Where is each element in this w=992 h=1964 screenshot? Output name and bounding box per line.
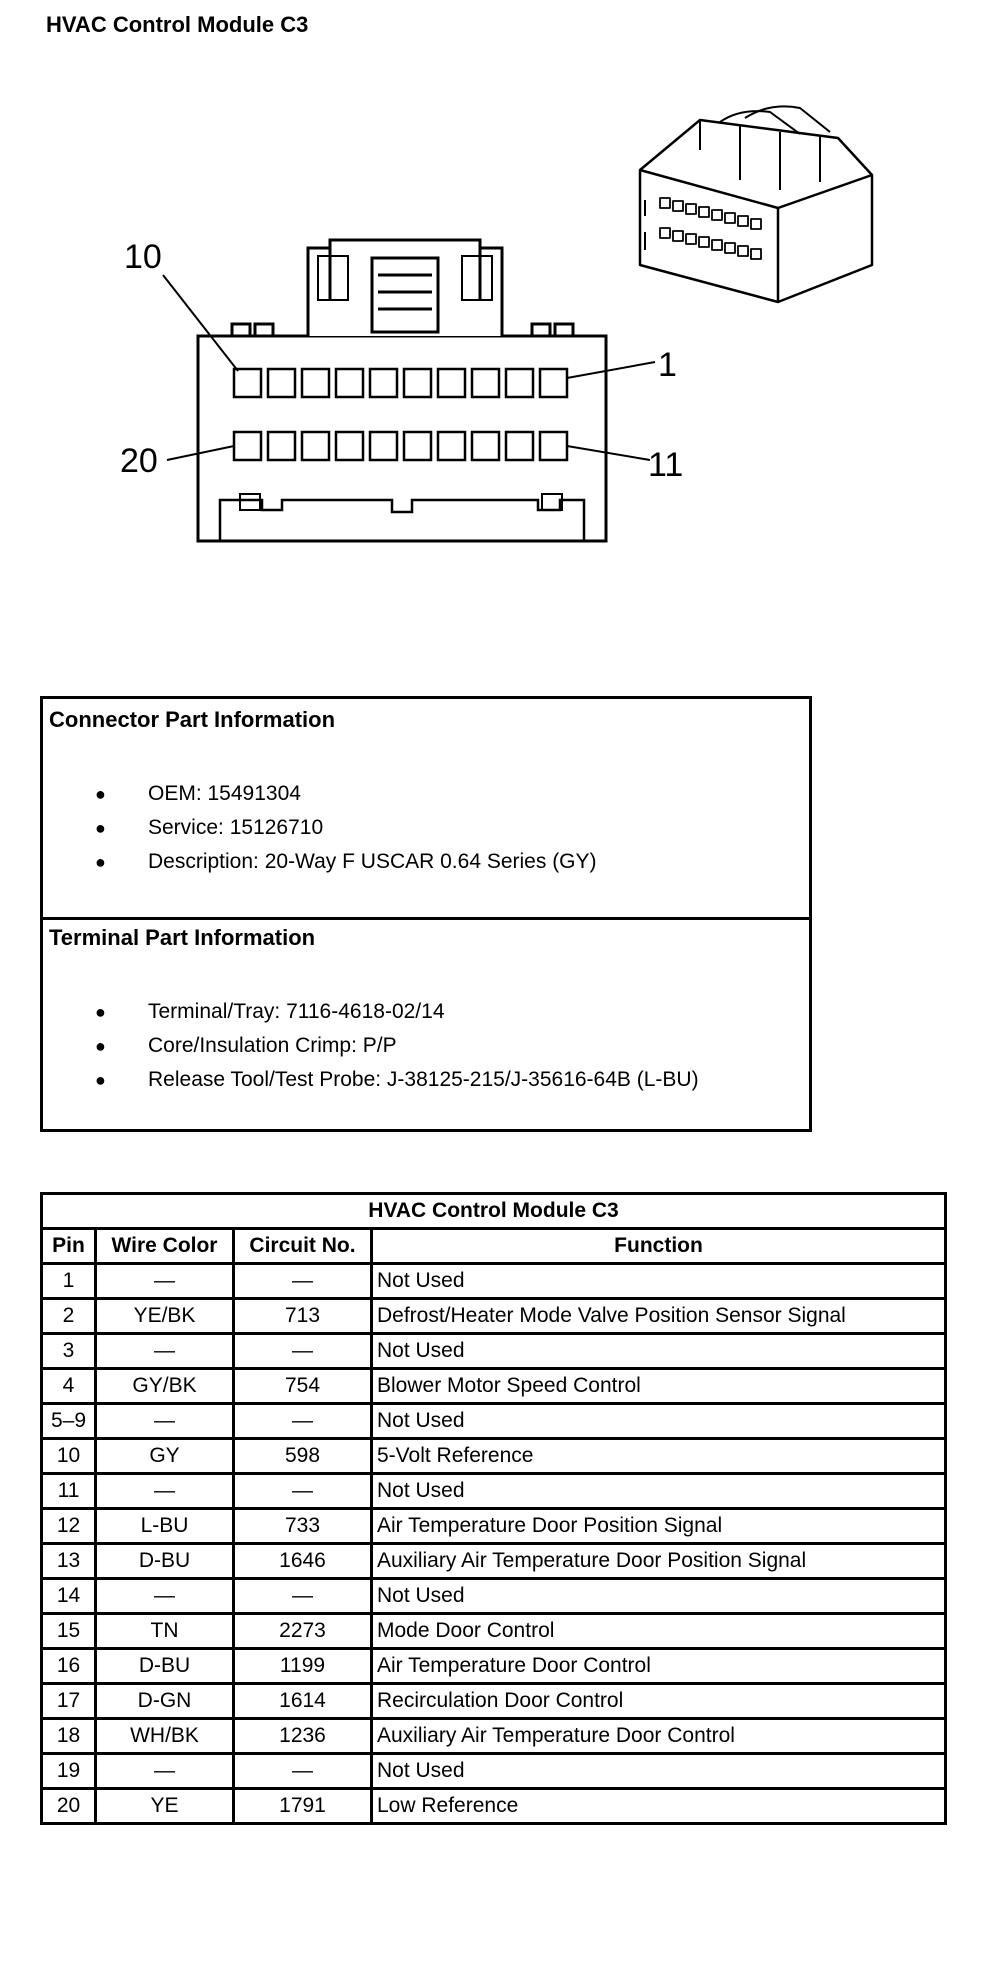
pin-cell: 17 [42, 1684, 96, 1719]
function-cell: Air Temperature Door Control [372, 1649, 946, 1684]
table-row [42, 1264, 946, 1299]
function-cell: Defrost/Heater Mode Valve Position Sensor Signal [372, 1299, 946, 1334]
function-cell: Auxiliary Air Temperature Door Control [372, 1719, 946, 1754]
circuit-number-cell: 1236 [234, 1719, 372, 1754]
wire-color-cell: D-BU [96, 1649, 234, 1684]
column-header-pin: Pin [42, 1229, 96, 1264]
function-cell: Not Used [372, 1579, 946, 1614]
pin-cell: 1 [42, 1264, 96, 1299]
circuit-number-cell: — [234, 1334, 372, 1369]
function-cell: Low Reference [372, 1789, 946, 1824]
table-row [42, 1544, 946, 1579]
function-cell: 5-Volt Reference [372, 1439, 946, 1474]
circuit-number-cell: — [234, 1754, 372, 1789]
table-row [42, 1334, 946, 1369]
circuit-number-cell: — [234, 1264, 372, 1299]
table-row [42, 1684, 946, 1719]
wire-color-cell: L-BU [96, 1509, 234, 1544]
wire-color-cell: — [96, 1754, 234, 1789]
pin-cell: 20 [42, 1789, 96, 1824]
pin-cell: 5–9 [42, 1404, 96, 1439]
pin-cell: 16 [42, 1649, 96, 1684]
circuit-number-cell: 754 [234, 1369, 372, 1404]
circuit-number-cell: 1791 [234, 1789, 372, 1824]
circuit-number-cell: — [234, 1404, 372, 1439]
function-cell: Blower Motor Speed Control [372, 1369, 946, 1404]
pin-cell: 3 [42, 1334, 96, 1369]
terminal-part-information: Terminal Part Information ● Terminal/Tray: 7116-4618-02/14 ● Core/Insulation Crimp: P/P ● Release Tool/Test Probe: J-38125-215/J-35616-64B (L-BU) [43, 917, 809, 1132]
wire-color-cell: — [96, 1579, 234, 1614]
bullet-icon: ● [95, 818, 106, 838]
circuit-number-cell: 1646 [234, 1544, 372, 1579]
circuit-number-cell: 598 [234, 1439, 372, 1474]
wire-color-cell: GY [96, 1439, 234, 1474]
table-row [42, 1789, 946, 1824]
function-cell: Not Used [372, 1264, 946, 1299]
pin-label-11: 11 [648, 446, 684, 484]
function-cell: Not Used [372, 1404, 946, 1439]
circuit-number-cell: 733 [234, 1509, 372, 1544]
function-cell: Not Used [372, 1754, 946, 1789]
table-header-row [42, 1229, 946, 1264]
wire-color-cell: — [96, 1404, 234, 1439]
pin-cell: 4 [42, 1369, 96, 1404]
circuit-number-cell: — [234, 1579, 372, 1614]
pin-cell: 2 [42, 1299, 96, 1334]
terminal-info-heading: Terminal Part Information [49, 925, 316, 950]
function-cell: Not Used [372, 1334, 946, 1369]
table-row [42, 1474, 946, 1509]
circuit-number-cell: 2273 [234, 1614, 372, 1649]
wire-color-cell: YE [96, 1789, 234, 1824]
bullet-icon: ● [95, 1036, 106, 1056]
wire-color-cell: D-BU [96, 1544, 234, 1579]
table-caption: HVAC Control Module C3 [42, 1194, 946, 1229]
page-title: HVAC Control Module C3 [46, 12, 309, 37]
bullet-icon: ● [95, 784, 106, 804]
function-cell: Not Used [372, 1474, 946, 1509]
part-information-box [40, 696, 812, 1132]
pin-label-10: 10 [124, 238, 162, 276]
wire-color-cell: YE/BK [96, 1299, 234, 1334]
pin-cell: 10 [42, 1439, 96, 1474]
table-row [42, 1614, 946, 1649]
circuit-number-cell: 713 [234, 1299, 372, 1334]
function-cell: Mode Door Control [372, 1614, 946, 1649]
table-row [42, 1439, 946, 1474]
pin-cell: 18 [42, 1719, 96, 1754]
function-cell: Recirculation Door Control [372, 1684, 946, 1719]
table-row [42, 1719, 946, 1754]
pin-cell: 19 [42, 1754, 96, 1789]
pin-cell: 11 [42, 1474, 96, 1509]
bullet-icon: ● [95, 1002, 106, 1022]
pin-label-1: 1 [658, 346, 677, 384]
wire-color-cell: GY/BK [96, 1369, 234, 1404]
function-cell: Auxiliary Air Temperature Door Position Signal [372, 1544, 946, 1579]
table-row [42, 1579, 946, 1614]
table-caption-row [42, 1194, 946, 1229]
wire-color-cell: D-GN [96, 1684, 234, 1719]
table-row [42, 1299, 946, 1334]
wire-color-cell: WH/BK [96, 1719, 234, 1754]
table-row [42, 1404, 946, 1439]
column-header-wire-color: Wire Color [96, 1229, 234, 1264]
connector-part-information: Connector Part Information ● OEM: 15491304 ● Service: 15126710 ● Description: 20-Way F USCAR 0.64 Series (GY) [43, 699, 809, 920]
wire-color-cell: TN [96, 1614, 234, 1649]
column-header-circuit-no: Circuit No. [234, 1229, 372, 1264]
circuit-number-cell: 1199 [234, 1649, 372, 1684]
pin-cell: 12 [42, 1509, 96, 1544]
circuit-number-cell: 1614 [234, 1684, 372, 1719]
connector-diagram [0, 0, 992, 600]
pin-table-body [42, 1264, 946, 1824]
pin-cell: 15 [42, 1614, 96, 1649]
pin-out-table [40, 1192, 947, 1825]
bullet-icon: ● [95, 852, 106, 872]
column-header-function: Function [372, 1229, 946, 1264]
wire-color-cell: — [96, 1334, 234, 1369]
pin-cell: 14 [42, 1579, 96, 1614]
connector-isometric-view [640, 106, 872, 302]
pin-label-20: 20 [120, 442, 158, 480]
table-row [42, 1509, 946, 1544]
wire-color-cell: — [96, 1264, 234, 1299]
bullet-icon: ● [95, 1070, 106, 1090]
table-row [42, 1369, 946, 1404]
pin-cell: 13 [42, 1544, 96, 1579]
wire-color-cell: — [96, 1474, 234, 1509]
connector-info-heading: Connector Part Information [49, 707, 336, 732]
circuit-number-cell: — [234, 1474, 372, 1509]
table-row [42, 1754, 946, 1789]
table-row [42, 1649, 946, 1684]
function-cell: Air Temperature Door Position Signal [372, 1509, 946, 1544]
